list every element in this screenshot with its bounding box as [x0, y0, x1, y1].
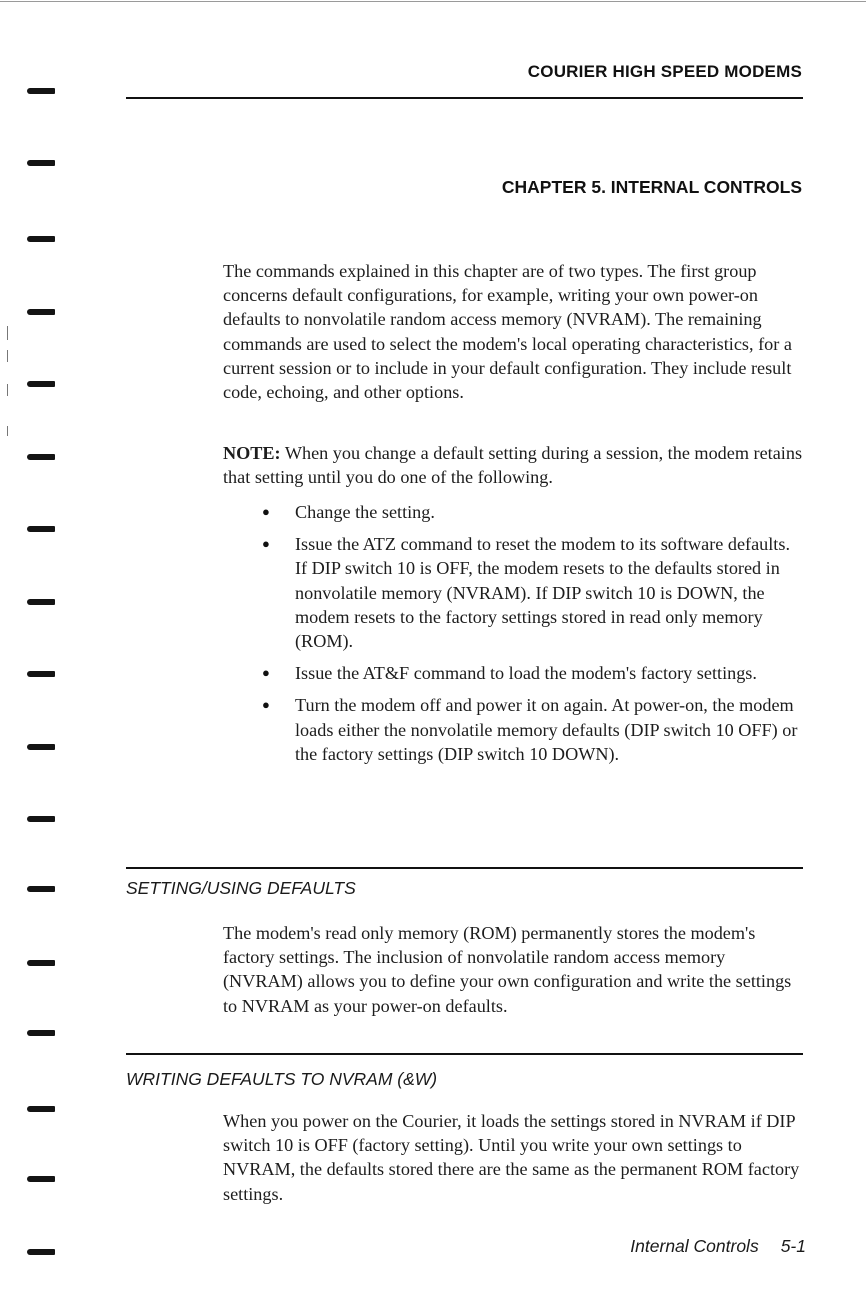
bullet-icon: ●: [262, 504, 270, 519]
binder-hole: [27, 1106, 55, 1112]
list-item: [223, 532, 803, 653]
section-paragraph-text: When you power on the Courier, it loads the settings stored in NVRAM if DIP switch 10 is OFF (factory setting). Until you write your own settings to NVRAM, the defaults stored there are the same as the permanent ROM factory settings.: [223, 1111, 800, 1204]
binder-hole: [27, 960, 55, 966]
bullet-icon: ●: [262, 697, 270, 713]
binder-hole: [27, 526, 55, 532]
chapter-title: CHAPTER 5. INTERNAL CONTROLS: [501, 177, 802, 197]
note-paragraph: [223, 441, 803, 489]
binder-hole: [27, 309, 55, 315]
list-item-text: Issue the ATZ command to reset the modem to its software defaults. If DIP switch 10 is OFF, the modem resets to the defaults stored in nonvolatile memory (NVRAM). If DIP switch 10 is DOWN, the modem resets to the factory settings stored in read only memory (ROM).: [295, 534, 790, 652]
list-item: [223, 500, 803, 524]
intro-paragraph: [223, 259, 803, 404]
margin-mark: [7, 426, 8, 436]
binder-hole: [27, 671, 55, 677]
binder-hole: [27, 1030, 55, 1036]
list-item-text: Issue the AT&F command to load the modem's factory settings.: [295, 663, 757, 684]
binder-hole: [27, 454, 55, 460]
list-item: [223, 661, 803, 685]
binder-hole: [27, 1249, 55, 1255]
section-paragraph: [223, 1109, 803, 1206]
running-header: COURIER HIGH SPEED MODEMS: [527, 62, 802, 81]
scan-top-edge: [0, 1, 866, 2]
margin-mark: [7, 326, 8, 340]
note-text: When you change a default setting during a session, the modem retains that setting until you do one of the following.: [223, 443, 803, 488]
binder-hole: [27, 744, 55, 750]
list-item-text: Turn the modem off and power it on again. At power-on, the modem loads either the nonvolatile memory defaults (DIP switch 10 OFF) or the factory settings (DIP switch 10 DOWN).: [295, 695, 798, 764]
binder-hole: [27, 816, 55, 822]
list-item-text: Change the setting.: [295, 502, 435, 522]
section-rule: [126, 867, 803, 869]
footer-section-name: Internal Controls: [630, 1236, 759, 1256]
list-item: [223, 693, 803, 766]
page-footer: [630, 1236, 806, 1257]
page-number: 5-1: [780, 1236, 806, 1256]
margin-mark: [7, 384, 8, 396]
bullet-icon: ●: [262, 665, 270, 681]
section-heading-writing-defaults: WRITING DEFAULTS TO NVRAM (&W): [126, 1069, 438, 1089]
section-paragraph-text: The modem's read only memory (ROM) permanently stores the modem's factory settings. The inclusion of nonvolatile random access memory (NVRAM) allows you to define your own configuration and write the settings to NVRAM as your power-on defaults.: [223, 923, 792, 1016]
binder-hole: [27, 1176, 55, 1182]
bullet-icon: ●: [262, 536, 270, 552]
binder-hole: [27, 236, 55, 242]
binder-hole: [27, 599, 55, 605]
section-rule: [126, 1053, 803, 1055]
binder-hole: [27, 886, 55, 892]
binder-hole: [27, 88, 55, 94]
margin-mark: [7, 350, 8, 362]
section-heading-setting-using-defaults: SETTING/USING DEFAULTS: [126, 878, 356, 898]
binder-hole: [27, 381, 55, 387]
binder-hole: [27, 160, 55, 166]
intro-paragraph-text: The commands explained in this chapter are of two types. The first group concerns default configurations, for example, writing your own power-on defaults to nonvolatile random access memory (NVRAM). The remaining commands are used to select the modem's local operating characteristics, for a current session or to include in your default configuration. They include result code, echoing, and other options.: [223, 261, 792, 403]
note-label: NOTE:: [223, 443, 281, 463]
bullet-list: [223, 500, 803, 774]
section-paragraph: [223, 921, 803, 1018]
header-rule: [126, 97, 803, 99]
